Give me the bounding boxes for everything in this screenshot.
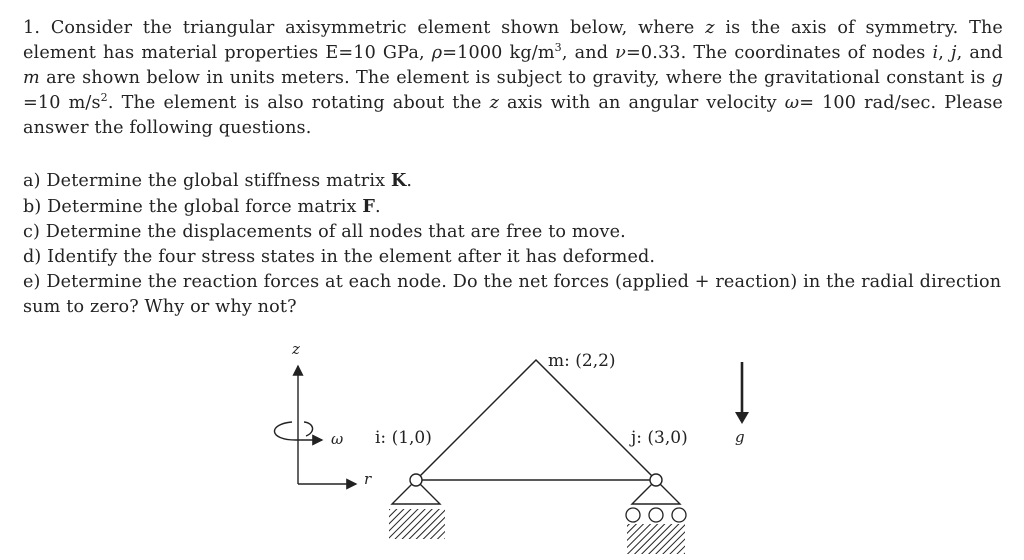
triangular-element (375, 351, 688, 480)
symbol-nu: ν (615, 43, 626, 63)
problem-text-5: =0.33. The coordinates of nodes (625, 43, 926, 63)
pin-node-i (410, 474, 422, 486)
problem-text-11: = 100 rad/sec. Please answer the following questions. (23, 93, 1003, 138)
symbol-j: j (951, 43, 957, 63)
symbol-rho: ρ (431, 43, 443, 63)
question-a-period: . (406, 171, 413, 191)
problem-text-2: is the axis of symmetry. The element has material properties E=10 GPa, (23, 18, 1003, 63)
problem-text-7: are shown below in units meters. The element is subject to gravity, where the gravitational constant is (46, 68, 986, 88)
problem-text-4: , and (561, 43, 609, 63)
symbol-i: i (932, 43, 939, 63)
symbol-m: m (23, 68, 40, 88)
symbol-z: z (705, 18, 715, 38)
problem-text-9: . The element is also rotating about the (107, 93, 482, 113)
problem-text-1: 1. Consider the triangular axisymmetric element shown below, where (23, 18, 695, 38)
problem-text-8: =10 m/s (23, 93, 101, 113)
symbol-omega: ω (784, 93, 800, 113)
matrix-f: F (362, 196, 376, 217)
matrix-k: K (390, 170, 407, 191)
axis-z-label: z (292, 340, 300, 358)
gravity-arrow-icon (735, 412, 749, 424)
roller-support-j (626, 474, 686, 554)
coordinate-axes (274, 340, 372, 488)
problem-text-3: =1000 kg/m (442, 43, 555, 63)
roller-1 (626, 508, 640, 522)
roller-3 (672, 508, 686, 522)
node-m-label: m: (2,2) (548, 351, 616, 371)
symbol-g: g (991, 68, 1003, 88)
roller-2 (649, 508, 663, 522)
problem-text-10: axis with an angular velocity (506, 93, 777, 113)
gravity-indicator (735, 362, 749, 446)
axis-r-label: r (364, 470, 372, 488)
question-a-text: a) Determine the global stiffness matrix (23, 171, 386, 191)
superscript-3: 3 (554, 41, 562, 55)
element-triangle (416, 360, 656, 480)
ground-hatch-i (389, 509, 445, 539)
superscript-2: 2 (100, 91, 108, 105)
question-e: e) Determine the reaction forces at each node. Do the net forces (applied + reaction) in the radial direction sum to zero? Why or why not? (23, 272, 1002, 317)
omega-label: ω (331, 430, 344, 448)
question-d: d) Identify the four stress states in the element after it has deformed. (23, 247, 656, 267)
comma: , (938, 43, 945, 63)
symbol-z-2: z (489, 93, 499, 113)
pin-node-j (650, 474, 662, 486)
question-b-text: b) Determine the global force matrix (23, 197, 357, 217)
gravity-label: g (735, 428, 745, 446)
pin-support-i (389, 474, 445, 539)
node-i-label: i: (1,0) (375, 428, 432, 448)
problem-text-6: , and (956, 43, 1003, 63)
rotation-arc-icon (304, 422, 313, 436)
question-b-period: . (375, 197, 381, 217)
ground-hatch-j (627, 524, 685, 554)
question-c: c) Determine the displacements of all nodes that are free to move. (23, 222, 626, 242)
node-j-label: j: (3,0) (631, 428, 688, 448)
